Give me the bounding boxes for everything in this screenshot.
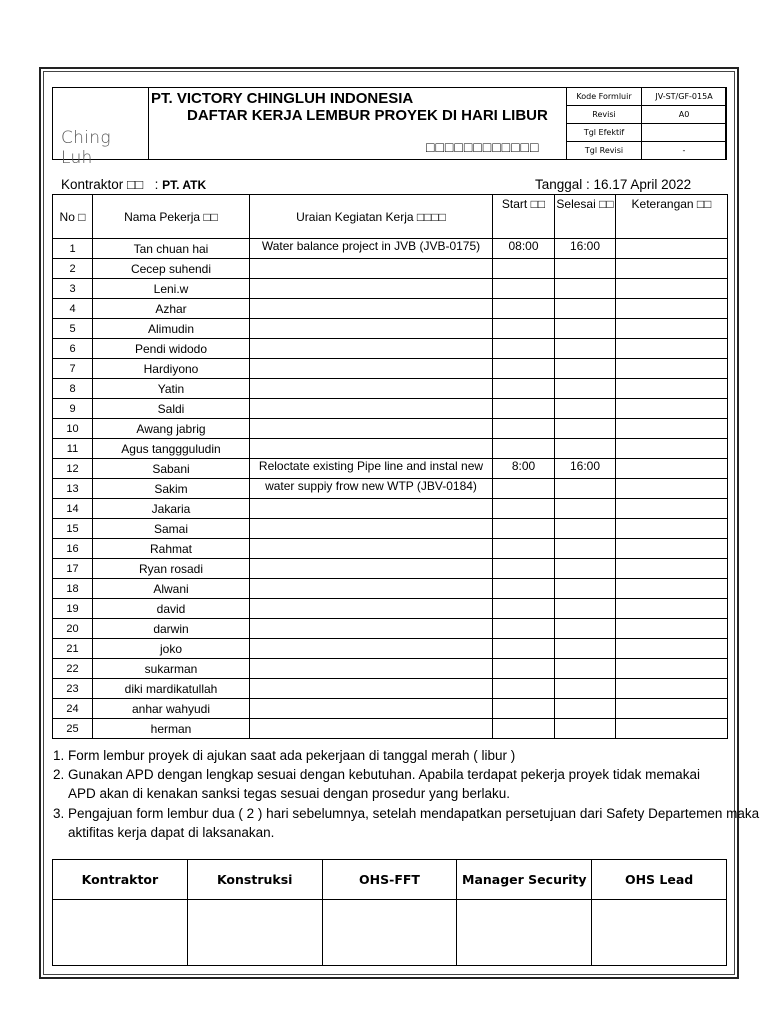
remarks [616, 339, 728, 359]
contractor-label: Kontraktor □□ [61, 177, 144, 192]
end-time [555, 559, 616, 579]
remarks [616, 239, 728, 259]
activity-description [250, 419, 493, 439]
table-row [53, 579, 728, 599]
activity-description [250, 279, 493, 299]
start-time [493, 539, 555, 559]
end-time [555, 419, 616, 439]
end-time [555, 519, 616, 539]
header-name: Nama Pekerja □□ [93, 195, 250, 239]
start-time [493, 499, 555, 519]
remarks [616, 519, 728, 539]
row-number: 9 [53, 399, 93, 419]
row-number: 14 [53, 499, 93, 519]
worker-name: Azhar [93, 299, 250, 319]
worker-name: Saldi [93, 399, 250, 419]
row-number: 5 [53, 319, 93, 339]
start-time [493, 259, 555, 279]
activity-description [250, 319, 493, 339]
end-time [555, 319, 616, 339]
start-time [493, 399, 555, 419]
row-number: 4 [53, 299, 93, 319]
worker-name: herman [93, 719, 250, 739]
row-number: 10 [53, 419, 93, 439]
row-number: 7 [53, 359, 93, 379]
start-time [493, 519, 555, 539]
date-text: Tanggal : 16.17 April 2022 [535, 177, 692, 192]
signature-box[interactable] [187, 900, 322, 966]
row-number: 21 [53, 639, 93, 659]
remarks [616, 719, 728, 739]
activity-description [250, 399, 493, 419]
end-time [555, 279, 616, 299]
row-number: 22 [53, 659, 93, 679]
start-time [493, 279, 555, 299]
row-number: 8 [53, 379, 93, 399]
end-time [555, 679, 616, 699]
meta-value: - [642, 142, 727, 160]
meta-key: Revisi [567, 106, 642, 124]
row-number: 11 [53, 439, 93, 459]
activity-description: Water balance project in JVB (JVB-0175) [250, 239, 493, 259]
row-number: 6 [53, 339, 93, 359]
remarks [616, 699, 728, 719]
end-time [555, 579, 616, 599]
row-number: 23 [53, 679, 93, 699]
activity-description [250, 299, 493, 319]
worker-name: sukarman [93, 659, 250, 679]
signature-box[interactable] [457, 900, 592, 966]
start-time [493, 619, 555, 639]
table-row [53, 379, 728, 399]
activity-description [250, 499, 493, 519]
activity-description [250, 339, 493, 359]
worker-name: joko [93, 639, 250, 659]
overtime-table [52, 194, 728, 739]
end-time [555, 399, 616, 419]
end-time [555, 499, 616, 519]
table-row [53, 539, 728, 559]
start-time [493, 639, 555, 659]
table-row [53, 239, 728, 259]
remarks [616, 539, 728, 559]
end-time [555, 379, 616, 399]
worker-name: Leni.w [93, 279, 250, 299]
worker-name: Jakaria [93, 499, 250, 519]
table-row [53, 659, 728, 679]
table-row [53, 639, 728, 659]
signature-box[interactable] [592, 900, 727, 966]
worker-name: Tan chuan hai [93, 239, 250, 259]
note-3-cont: aktifitas kerja dapat di laksanakan. [68, 824, 275, 840]
activity-description [250, 679, 493, 699]
end-time [555, 599, 616, 619]
note-3: 3. Pengajuan form lembur dua ( 2 ) hari sebelumnya, setelah mendapatkan persetujuan dari Safety Departemen maka [53, 805, 760, 821]
meta-row [567, 124, 727, 142]
table-row [53, 359, 728, 379]
remarks [616, 399, 728, 419]
start-time [493, 339, 555, 359]
header-note: Keterangan □□ [616, 195, 728, 239]
signature-label-contractor: Kontraktor [53, 860, 188, 900]
activity-description [250, 599, 493, 619]
remarks [616, 439, 728, 459]
table-header-row [53, 195, 728, 239]
worker-name: Yatin [93, 379, 250, 399]
start-time [493, 559, 555, 579]
row-number: 12 [53, 459, 93, 479]
meta-row [567, 106, 727, 124]
row-number: 2 [53, 259, 93, 279]
end-time [555, 479, 616, 499]
signature-label-manager-security: Manager Security [457, 860, 592, 900]
activity-description [250, 699, 493, 719]
start-time [493, 299, 555, 319]
row-number: 18 [53, 579, 93, 599]
start-time: 8:00 [493, 459, 555, 479]
table-row [53, 559, 728, 579]
end-time [555, 539, 616, 559]
worker-name: Alimudin [93, 319, 250, 339]
remarks [616, 299, 728, 319]
signature-box-row [53, 900, 727, 966]
row-number: 1 [53, 239, 93, 259]
activity-description [250, 619, 493, 639]
end-time [555, 699, 616, 719]
end-time [555, 299, 616, 319]
table-row [53, 719, 728, 739]
end-time: 16:00 [555, 459, 616, 479]
signature-header-row [53, 860, 727, 900]
start-time [493, 479, 555, 499]
worker-name: darwin [93, 619, 250, 639]
worker-name: Cecep suhendi [93, 259, 250, 279]
table-row [53, 519, 728, 539]
row-number: 24 [53, 699, 93, 719]
table-row [53, 599, 728, 619]
remarks [616, 279, 728, 299]
end-time: 16:00 [555, 239, 616, 259]
form-header [52, 87, 726, 168]
start-time [493, 379, 555, 399]
header-start: Start □□ [493, 195, 555, 239]
start-time [493, 699, 555, 719]
row-number: 20 [53, 619, 93, 639]
remarks [616, 659, 728, 679]
header-end: Selesai □□ [555, 195, 616, 239]
signature-table [52, 859, 727, 966]
table-row [53, 679, 728, 699]
row-number: 17 [53, 559, 93, 579]
worker-name: diki mardikatullah [93, 679, 250, 699]
remarks [616, 319, 728, 339]
contractor-separator: : [154, 177, 159, 192]
activity-description [250, 659, 493, 679]
form-title: DAFTAR KERJA LEMBUR PROYEK DI HARI LIBUR [187, 107, 548, 124]
header-no: No □ [53, 195, 93, 239]
note-2: 2. Gunakan APD dengan lengkap sesuai dengan kebutuhan. Apabila terdapat pekerja proyek tidak memakai [53, 767, 700, 783]
start-time [493, 319, 555, 339]
start-time: 08:00 [493, 239, 555, 259]
end-time [555, 439, 616, 459]
row-number: 13 [53, 479, 93, 499]
table-row [53, 399, 728, 419]
remarks [616, 259, 728, 279]
start-time [493, 599, 555, 619]
signature-box[interactable] [53, 900, 188, 966]
activity-description [250, 259, 493, 279]
end-time [555, 719, 616, 739]
logo-cell [53, 88, 149, 168]
worker-name: Ryan rosadi [93, 559, 250, 579]
remarks [616, 579, 728, 599]
end-time [555, 359, 616, 379]
remarks [616, 679, 728, 699]
remarks [616, 639, 728, 659]
worker-name: Sabani [93, 459, 250, 479]
worker-name: david [93, 599, 250, 619]
meta-key: Kode Formluir [567, 88, 642, 106]
start-time [493, 659, 555, 679]
remarks [616, 419, 728, 439]
row-number: 16 [53, 539, 93, 559]
meta-value [642, 124, 727, 142]
worker-name: Alwani [93, 579, 250, 599]
row-number: 19 [53, 599, 93, 619]
remarks [616, 619, 728, 639]
meta-row [567, 142, 727, 160]
table-row [53, 299, 728, 319]
table-row [53, 499, 728, 519]
signature-label-ohs-fft: OHS-FFT [322, 860, 457, 900]
start-time [493, 419, 555, 439]
company-name: PT. VICTORY CHINGLUH INDONESIA [151, 90, 414, 107]
activity-description [250, 639, 493, 659]
worker-name: Awang jabrig [93, 419, 250, 439]
remarks [616, 599, 728, 619]
table-row [53, 279, 728, 299]
meta-value: JV-ST/GF-015A [642, 88, 727, 106]
worker-name: anhar wahyudi [93, 699, 250, 719]
row-number: 15 [53, 519, 93, 539]
remarks [616, 499, 728, 519]
activity-description [250, 539, 493, 559]
end-time [555, 619, 616, 639]
activity-description [250, 379, 493, 399]
worker-name: Hardiyono [93, 359, 250, 379]
start-time [493, 719, 555, 739]
signature-label-construction: Konstruksi [187, 860, 322, 900]
signature-label-ohs-lead: OHS Lead [592, 860, 727, 900]
activity-description [250, 559, 493, 579]
note-2-cont: APD akan di kenakan sanksi tegas sesuai dengan prosedur yang berlaku. [68, 786, 511, 802]
table-row [53, 439, 728, 459]
worker-name: Samai [93, 519, 250, 539]
activity-description [250, 719, 493, 739]
worker-name: Agus tanggguludin [93, 439, 250, 459]
meta-value: A0 [642, 106, 727, 124]
table-row [53, 459, 728, 479]
table-row [53, 619, 728, 639]
meta-row [567, 88, 727, 106]
contractor-value: PT. ATK [162, 178, 207, 192]
start-time [493, 439, 555, 459]
signature-box[interactable] [322, 900, 457, 966]
table-row [53, 419, 728, 439]
remarks [616, 559, 728, 579]
start-time [493, 579, 555, 599]
remarks [616, 359, 728, 379]
form-meta-table [566, 87, 727, 160]
activity-description: water suppiy frow new WTP (JBV-0184) [250, 479, 493, 499]
end-time [555, 639, 616, 659]
remarks [616, 379, 728, 399]
start-time [493, 679, 555, 699]
remarks [616, 459, 728, 479]
note-1: 1. Form lembur proyek di ajukan saat ada pekerjaan di tanggal merah ( libur ) [53, 748, 516, 763]
remarks [616, 479, 728, 499]
start-time [493, 359, 555, 379]
contractor-line [61, 177, 206, 192]
row-number: 3 [53, 279, 93, 299]
worker-name: Pendi widodo [93, 339, 250, 359]
worker-name: Rahmat [93, 539, 250, 559]
table-row [53, 339, 728, 359]
notes [53, 746, 759, 842]
row-number: 25 [53, 719, 93, 739]
table-row [53, 319, 728, 339]
table-row [53, 699, 728, 719]
activity-description [250, 579, 493, 599]
activity-description [250, 359, 493, 379]
activity-description [250, 439, 493, 459]
table-row [53, 259, 728, 279]
end-time [555, 339, 616, 359]
company-logo: Ching Luh [61, 128, 111, 168]
form-title-chinese: □□□□□□□□□□□□ [426, 139, 540, 155]
activity-description [250, 519, 493, 539]
header-desc: Uraian Kegiatan Kerja □□□□ [250, 195, 493, 239]
end-time [555, 259, 616, 279]
activity-description: Reloctate existing Pipe line and instal new [250, 459, 493, 479]
table-row [53, 479, 728, 499]
meta-key: Tgl Revisi [567, 142, 642, 160]
meta-key: Tgl Efektif [567, 124, 642, 142]
end-time [555, 659, 616, 679]
worker-name: Sakim [93, 479, 250, 499]
